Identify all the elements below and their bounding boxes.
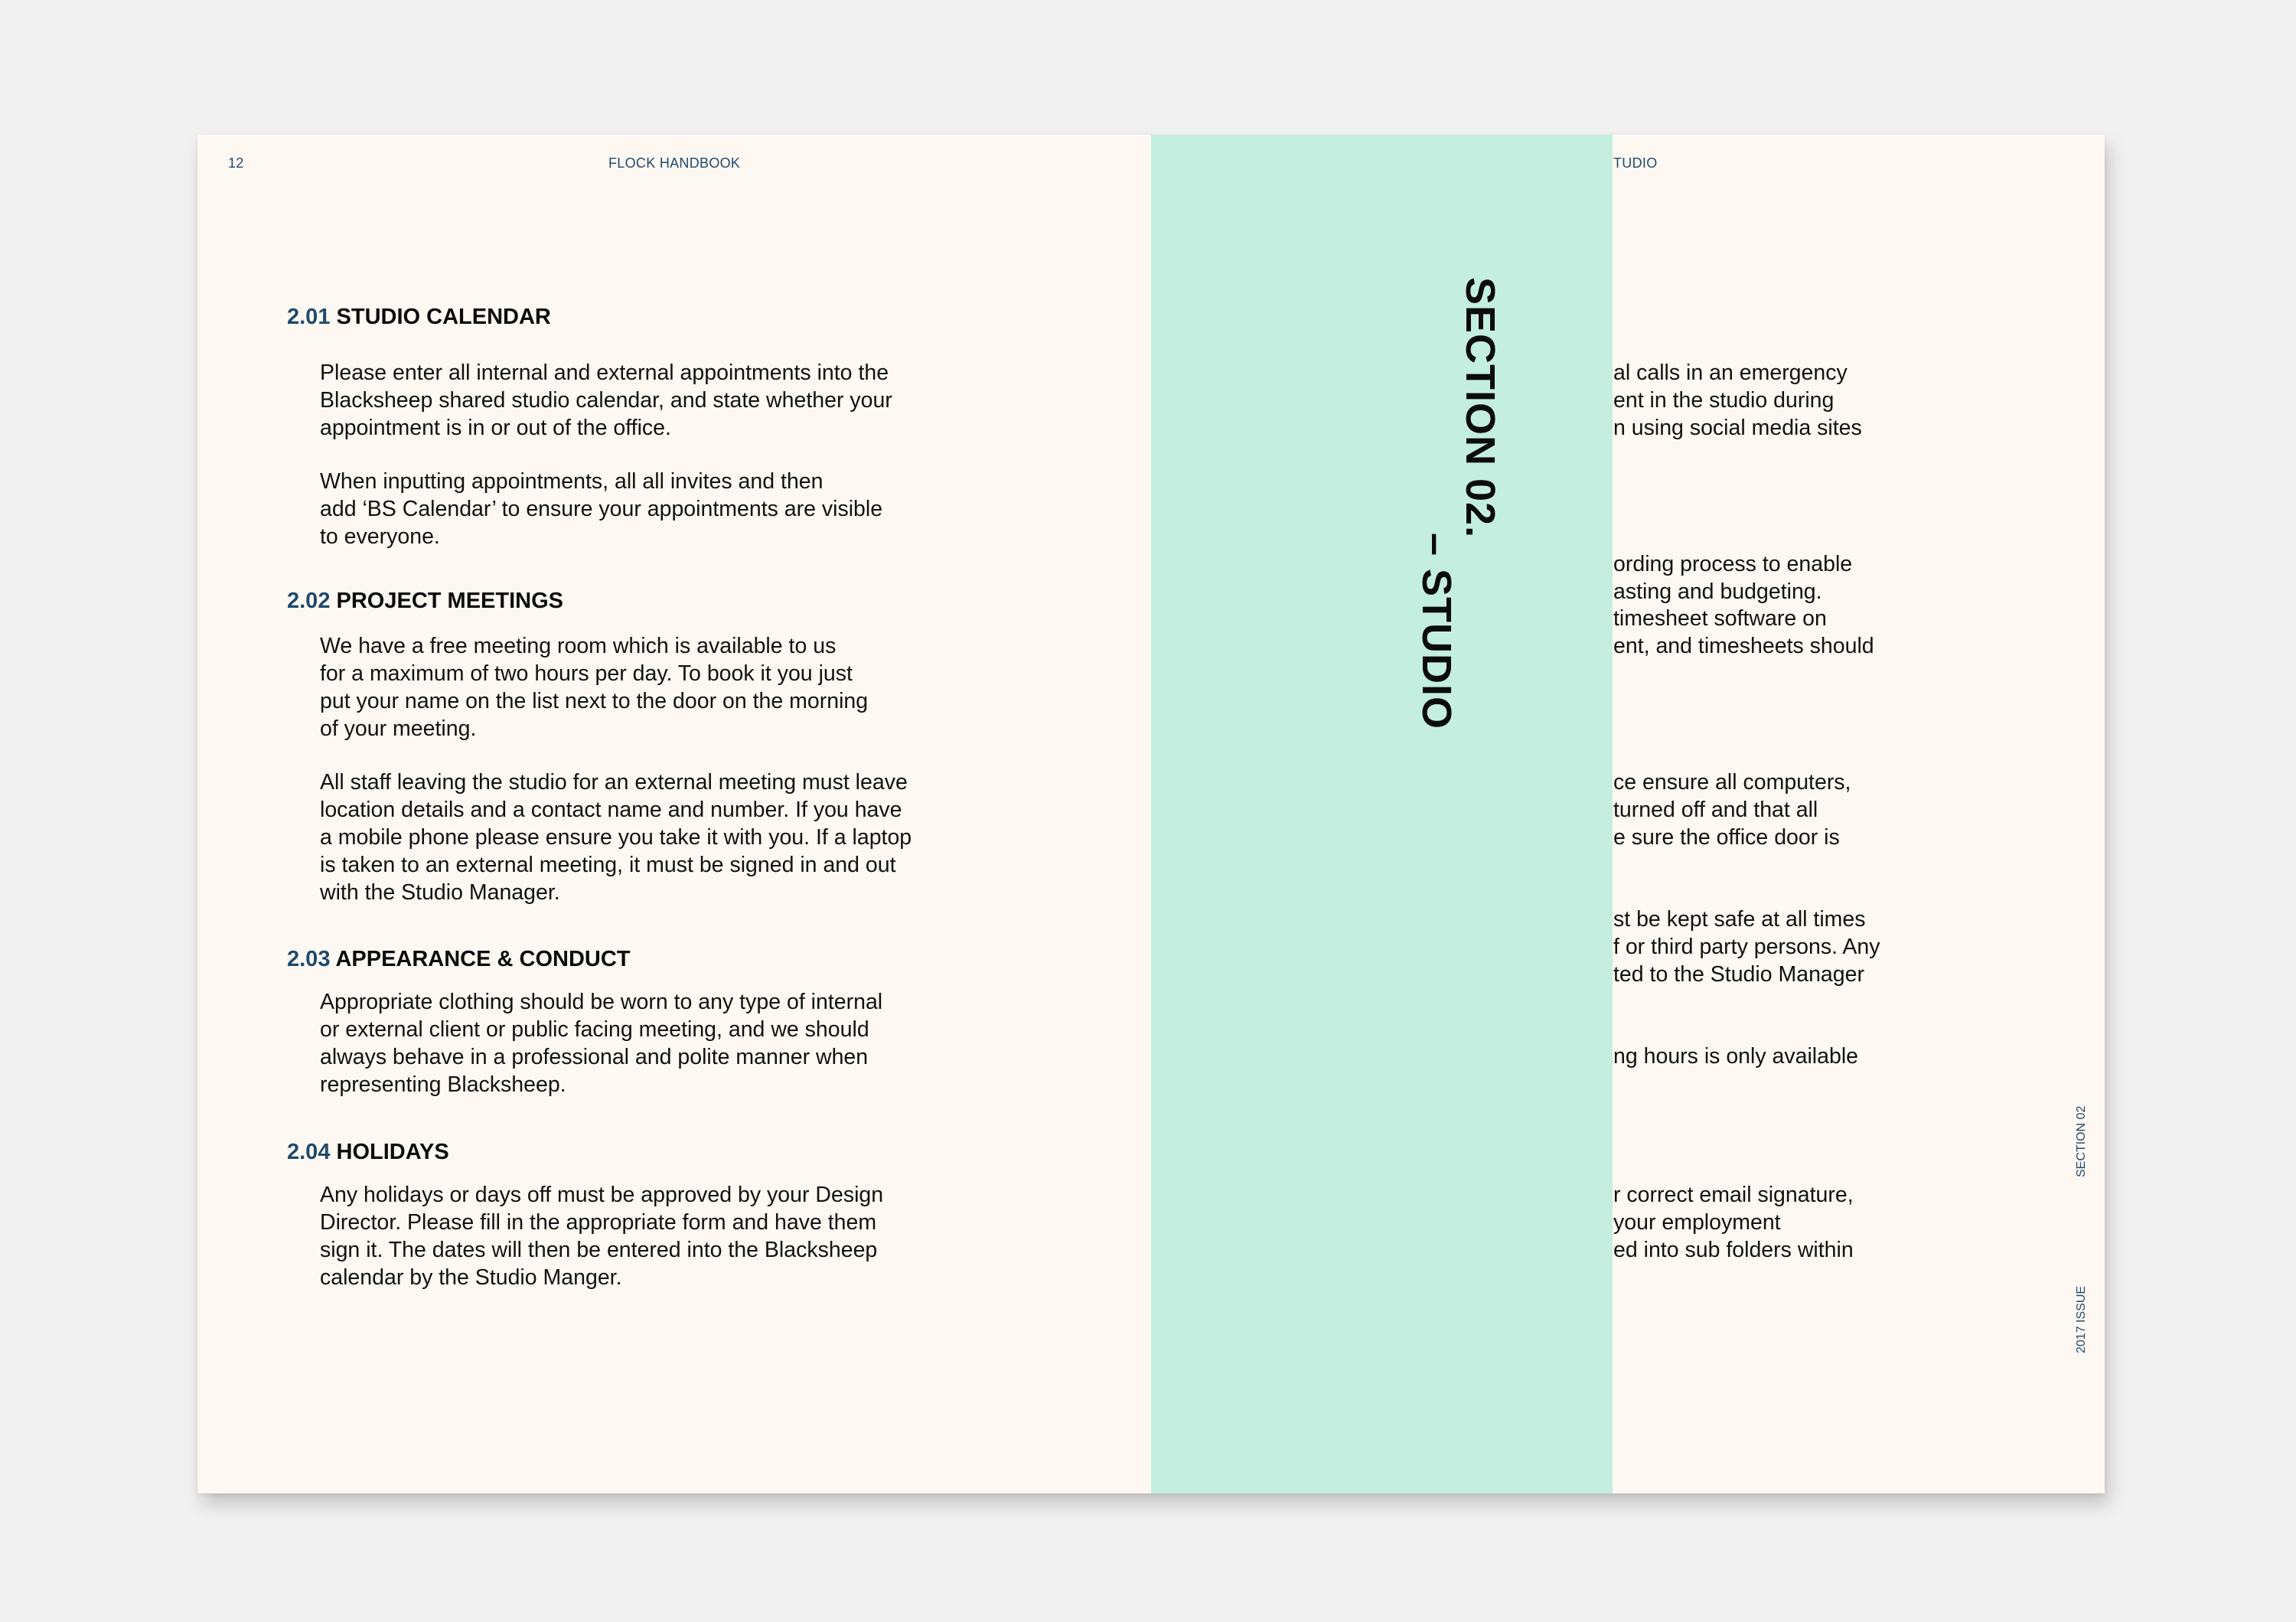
side-label-section: SECTION 02 (2075, 1105, 2088, 1177)
text-fragment: timesheet software on (1613, 606, 1827, 631)
text-fragment: asting and budgeting. (1613, 579, 1822, 604)
heading-title: PROJECT MEETINGS (336, 589, 564, 613)
heading-title: STUDIO CALENDAR (336, 305, 551, 329)
text-fragment: ent, and timesheets should (1613, 634, 1874, 658)
text-fragment: al calls in an emergency (1613, 361, 1848, 385)
paragraph: When inputting appointments, all all invites and then add ‘BS Calendar’ to ensure your appointments are visible to everyone. (320, 469, 883, 549)
section-heading-2-03 (287, 947, 631, 972)
section-divider-subtitle (1414, 533, 1459, 729)
text-fragment: ce ensure all computers, (1613, 770, 1851, 795)
section-divider-tab (1151, 135, 1613, 1493)
section-heading-2-02 (287, 589, 563, 614)
heading-number: 2.01 (287, 305, 331, 329)
section-title-line1: SECTION 02. (1457, 277, 1503, 539)
running-head-left: FLOCK HANDBOOK (608, 155, 741, 171)
text-fragment: ent in the studio during (1613, 388, 1835, 413)
paragraph: Appropriate clothing should be worn to any type of internal or external client or public facing meeting, and we should always behave in a professional and polite manner when representing Blacksheep. (320, 990, 883, 1097)
text-fragment: n using social media sites (1613, 416, 1862, 440)
text-fragment: ording process to enable (1613, 552, 1853, 576)
text-fragment: your employment (1613, 1210, 1781, 1235)
text-fragment: e sure the office door is (1613, 825, 1840, 850)
text-fragment: ng hours is only available (1613, 1044, 1859, 1069)
heading-title: HOLIDAYS (336, 1140, 449, 1164)
heading-number: 2.03 (287, 947, 331, 971)
page-number: 12 (228, 155, 244, 171)
text-fragment: f or third party persons. Any (1613, 935, 1880, 959)
paragraph: Please enter all internal and external appointments into the Blacksheep shared studio calendar, and state whether your appointment is in or out of the office. (320, 361, 892, 440)
section-heading-2-04 (287, 1140, 449, 1165)
paragraph: Any holidays or days off must be approved by your Design Director. Please fill in the appropriate form and have them sign it. The dates will then be entered into the Blacksheep calendar by the Studio Manger. (320, 1183, 884, 1290)
side-label-issue: 2017 ISSUE (2075, 1285, 2088, 1353)
text-fragment: ed into sub folders within (1613, 1238, 1854, 1262)
handbook-spread (197, 135, 2105, 1493)
running-head-right: TUDIO (1613, 155, 1658, 171)
section-divider-title (1458, 277, 1502, 538)
paragraph: All staff leaving the studio for an external meeting must leave location details and a contact name and number. If you have a mobile phone please ensure you take it with you. If a laptop is taken to an external meeting, it must be signed in and out with the Studio Manager. (320, 770, 912, 905)
text-fragment: ted to the Studio Manager (1613, 962, 1864, 987)
text-fragment: r correct email signature, (1613, 1183, 1854, 1207)
text-fragment: st be kept safe at all times (1613, 907, 1866, 932)
section-heading-2-01 (287, 305, 551, 330)
heading-title: APPEARANCE & CONDUCT (335, 947, 631, 971)
text-fragment: turned off and that all (1613, 798, 1818, 822)
heading-number: 2.04 (287, 1140, 331, 1164)
heading-number: 2.02 (287, 589, 331, 613)
section-title-line2: – STUDIO (1414, 533, 1459, 730)
paragraph: We have a free meeting room which is available to us for a maximum of two hours per day. To book it you just put your name on the list next to the door on the morning of your meeting. (320, 634, 869, 741)
